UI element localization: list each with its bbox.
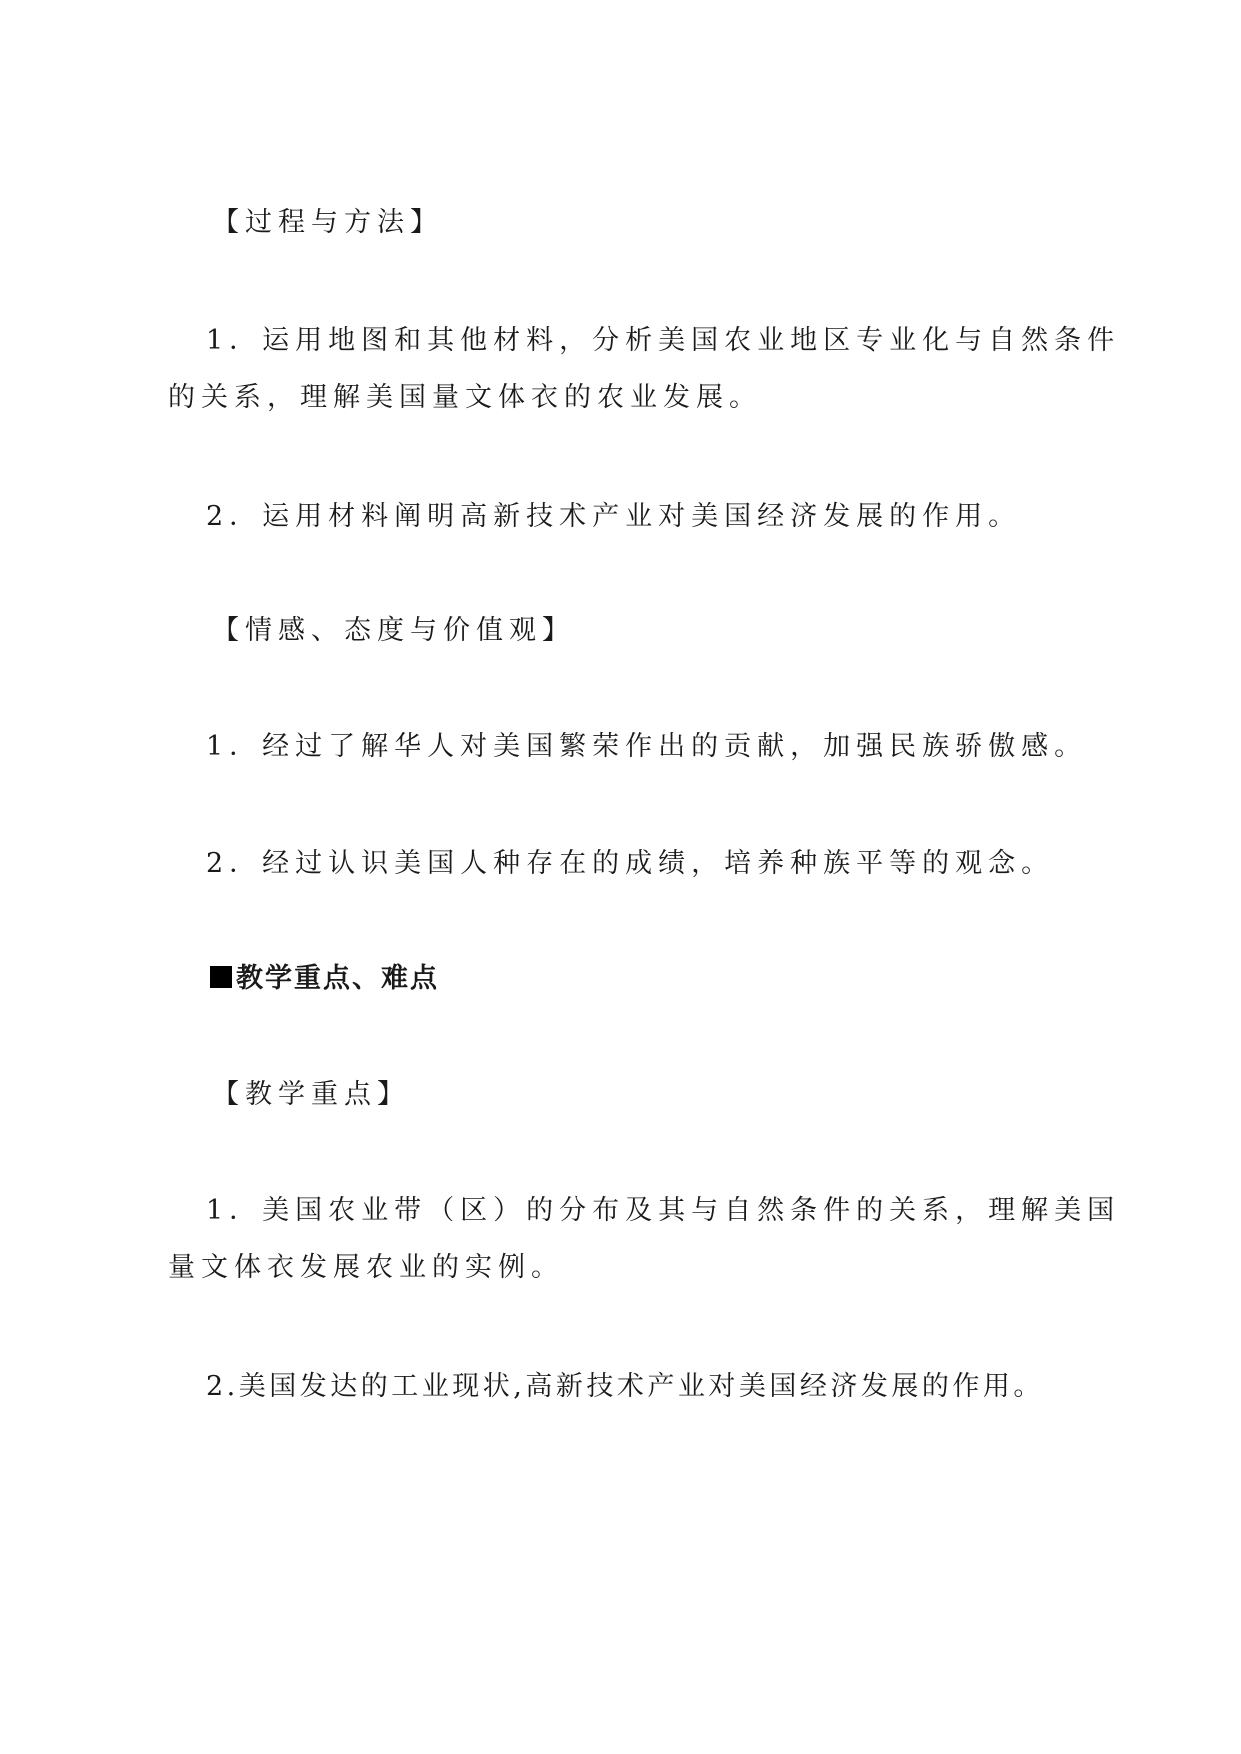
- paragraph-kp-item1-line1: 1．美国农业带（区）的分布及其与自然条件的关系，理解美国: [206, 1195, 1121, 1226]
- paragraph-kp-item1-line2: 量文体衣发展农业的实例。: [168, 1252, 564, 1283]
- paragraph-em-item1: 1．经过了解华人对美国繁荣作出的贡献，加强民族骄傲感。: [206, 731, 1088, 762]
- paragraph-kp-item2: 2.美国发达的工业现状,高新技术产业对美国经济发展的作用。: [206, 1371, 1044, 1402]
- heading-key-points: [210, 965, 439, 992]
- black-square-icon: [210, 966, 232, 988]
- section-title-key-points: 【教学重点】: [212, 1079, 410, 1110]
- paragraph-em-item2: 2．经过认识美国人种存在的成绩，培养种族平等的观念。: [206, 848, 1055, 879]
- section-title-emotion: 【情感、态度与价值观】: [212, 615, 575, 646]
- paragraph-pm-item1-line2: 的关系，理解美国量文体衣的农业发展。: [168, 382, 762, 413]
- section-title-process-method: 【过程与方法】: [212, 207, 443, 238]
- paragraph-pm-item2: 2．运用材料阐明高新技术产业对美国经济发展的作用。: [206, 501, 1022, 532]
- heading-key-points-text: 教学重点、难点: [236, 963, 439, 994]
- paragraph-pm-item1-line1: 1．运用地图和其他材料，分析美国农业地区专业化与自然条件: [206, 325, 1121, 356]
